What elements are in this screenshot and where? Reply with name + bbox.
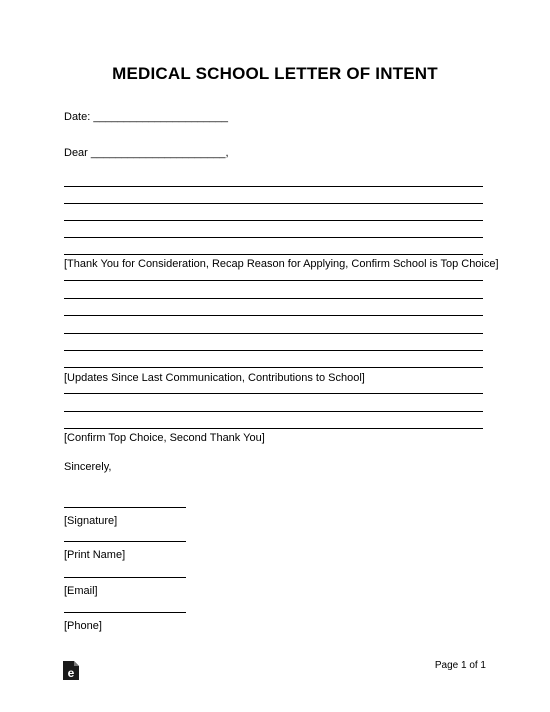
blank-line <box>64 237 483 238</box>
date-line: Date: ______________________ <box>64 111 228 123</box>
email-label: [Email] <box>64 585 98 597</box>
email-line <box>64 577 186 578</box>
blank-line <box>64 315 483 316</box>
phone-line <box>64 612 186 613</box>
blank-line <box>64 350 483 351</box>
blank-line <box>64 393 483 394</box>
section2-label: [Updates Since Last Communication, Contributions to School] <box>64 372 365 384</box>
document-title: MEDICAL SCHOOL LETTER OF INTENT <box>112 64 438 83</box>
blank-line <box>64 203 483 204</box>
section1-label: [Thank You for Consideration, Recap Reason for Applying, Confirm School is Top Choice] <box>64 258 499 270</box>
blank-line <box>64 298 483 299</box>
salutation-line: Dear ______________________, <box>64 147 229 159</box>
blank-line <box>64 254 483 255</box>
section3-label: [Confirm Top Choice, Second Thank You] <box>64 432 265 444</box>
blank-line <box>64 428 483 429</box>
blank-line <box>64 411 483 412</box>
eforms-logo-icon <box>62 661 80 681</box>
blank-line <box>64 333 483 334</box>
print-name-label: [Print Name] <box>64 549 126 561</box>
phone-label: [Phone] <box>64 620 102 632</box>
blank-line <box>64 186 483 187</box>
signature-label: [Signature] <box>64 515 118 527</box>
blank-line <box>64 280 483 281</box>
print-name-line <box>64 541 186 542</box>
closing-text: Sincerely, <box>64 461 112 473</box>
blank-line <box>64 220 483 221</box>
svg-text:e: e <box>67 666 75 680</box>
blank-line <box>64 367 483 368</box>
page-number: Page 1 of 1 <box>434 660 486 671</box>
signature-line <box>64 507 186 508</box>
